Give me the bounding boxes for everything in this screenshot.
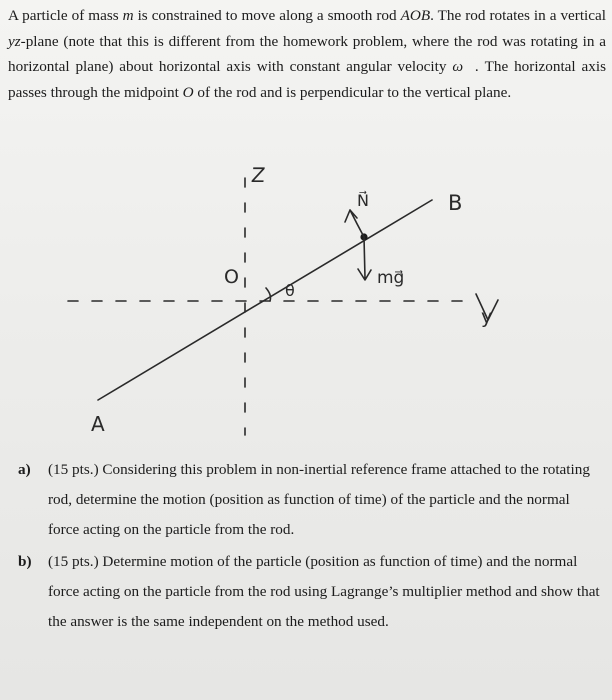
question-parts (18, 455, 602, 639)
plane-name: yz (8, 32, 21, 50)
rod-name: AOB (400, 7, 431, 24)
rod-line (98, 200, 432, 400)
intro-text-1: A particle of mass (8, 7, 123, 24)
part-a-text: (15 pts.) Considering this problem in non-inertial reference frame attached to the rotating rod, determine the motion (position as function of time) of the particle and the normal force acting on the particle from the rod. (48, 461, 590, 538)
intro-text-3: . The rod rotates in a vertical (430, 7, 606, 24)
rod-diagram (0, 150, 612, 450)
intro-text-4: -plane (note that this is different from the homework problem, where the rod was rotating in a horizontal plane) about horizontal axis with constant angular velocity (8, 32, 606, 76)
point-a-label: A (91, 412, 105, 436)
intro-text-2: is constrained to move along a smooth rod (133, 7, 401, 24)
intro-text-6: of the rod and is perpendicular to the vertical plane. (193, 83, 512, 101)
normal-force-arrow (345, 210, 364, 237)
problem-intro (8, 3, 606, 105)
omega-symbol: ω⃗ (452, 58, 475, 76)
theta-label: θ (285, 281, 295, 300)
question-part-a (18, 455, 602, 545)
part-b-text: (15 pts.) Determine motion of the particle (position as function of time) and the normal force acting on the particle from the rod using Lagrange’s multiplier method and show that the answer is the same independent on the method used. (48, 553, 600, 630)
z-axis-label: Z (250, 163, 267, 187)
gravity-label: mg⃗ (377, 268, 405, 288)
mass-symbol: m (122, 7, 134, 24)
intro-text-5: . The horizontal axis passes through the midpoint (8, 58, 606, 101)
question-part-b (18, 547, 602, 637)
part-a-label: a) (18, 461, 31, 478)
point-b-label: B (448, 191, 463, 215)
midpoint-symbol: O (182, 83, 194, 101)
y-axis-label: y (481, 306, 493, 328)
part-b-label: b) (18, 553, 32, 570)
origin-label: O (224, 266, 239, 288)
normal-force-label: N⃗ (357, 191, 369, 210)
